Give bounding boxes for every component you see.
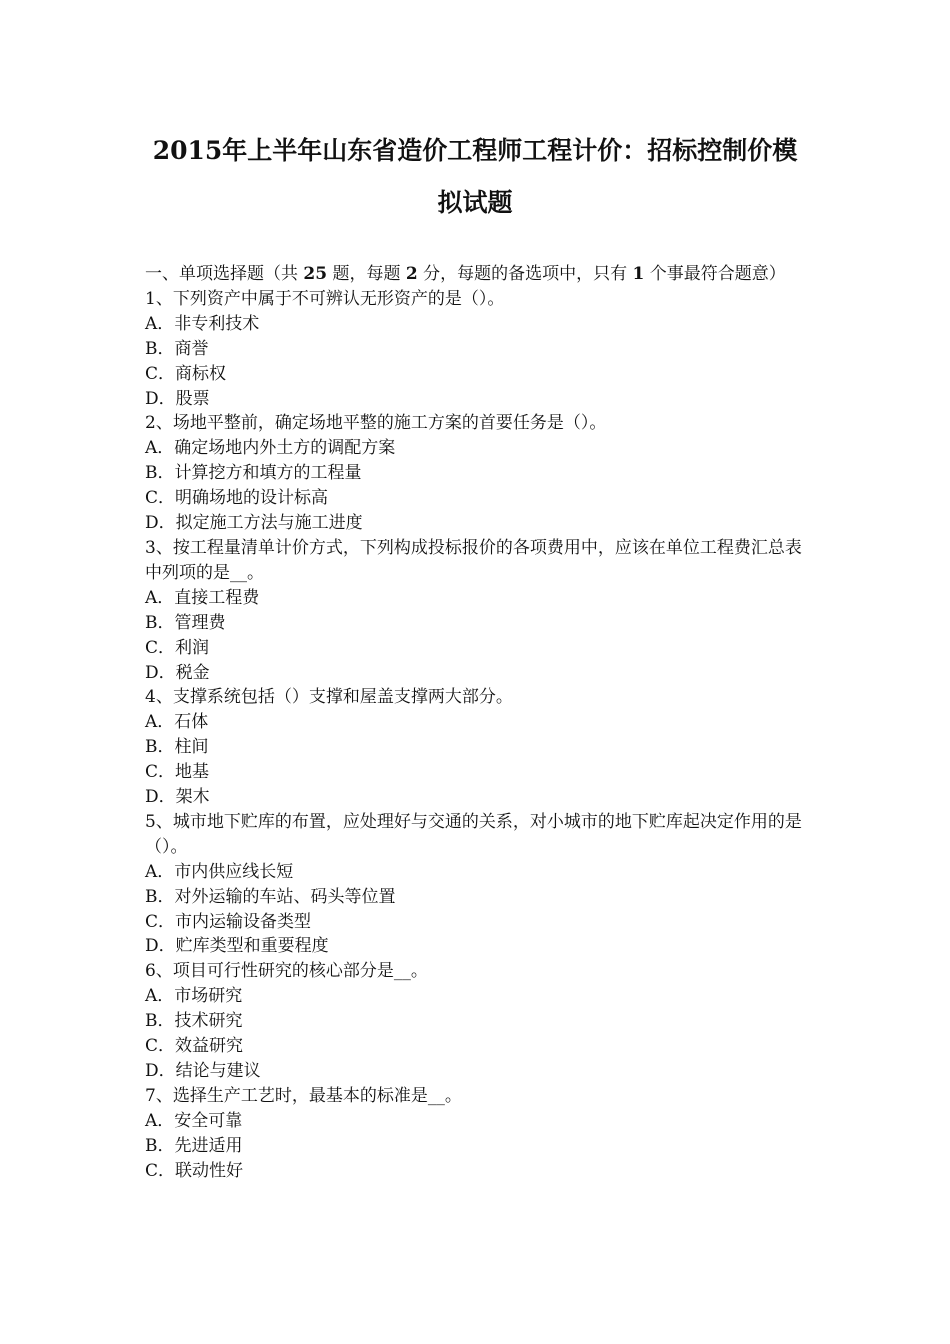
question-5	[145, 810, 811, 959]
option-a: A．直接工程费	[145, 587, 260, 608]
option-a: A．安全可靠	[145, 1110, 243, 1131]
option-d: D．股票	[145, 388, 210, 409]
option-c: C．地基	[145, 762, 210, 783]
option-d: D．贮库类型和重要程度	[145, 936, 329, 957]
question-3	[145, 536, 811, 685]
option-c: C．市内运输设备类型	[145, 911, 312, 932]
option-c: C．商标权	[145, 363, 227, 384]
option-b: B．技术研究	[145, 1011, 243, 1032]
question-stem: 2、场地平整前，确定场地平整的施工方案的首要任务是（）。	[145, 413, 607, 434]
option-b: B．对外运输的车站、码头等位置	[145, 886, 396, 907]
document-body	[145, 262, 811, 1184]
question-4	[145, 685, 811, 810]
option-d: D．架木	[145, 787, 210, 808]
title-line-1: 2015年上半年山东省造价工程师工程计价：招标控制价模	[152, 136, 798, 165]
option-b: B．计算挖方和填方的工程量	[145, 463, 362, 484]
option-d: D．拟定施工方法与施工进度	[145, 513, 363, 534]
option-d: D．税金	[145, 662, 210, 683]
question-stem: 7、选择生产工艺时，最基本的标准是__。	[145, 1085, 462, 1106]
option-a: A．市场研究	[145, 986, 243, 1007]
option-a: A．市内供应线长短	[145, 861, 294, 882]
option-c: C．明确场地的设计标高	[145, 488, 329, 509]
question-stem: 3、按工程量清单计价方式，下列构成投标报价的各项费用中，应该在单位工程费汇总表中列项的是__。	[145, 537, 802, 583]
section-heading: 一、单项选择题（共 25 题，每题 2 分，每题的备选项中，只有 1 个事最符合题意）	[145, 264, 786, 284]
title-line-2: 拟试题	[437, 188, 513, 217]
option-b: B．柱间	[145, 737, 209, 758]
option-c: C．利润	[145, 637, 210, 658]
option-b: B．管理费	[145, 612, 226, 633]
option-c: C．联动性好	[145, 1160, 244, 1181]
option-a: A．石体	[145, 712, 209, 733]
question-stem: 5、城市地下贮库的布置，应处理好与交通的关系，对小城市的地下贮库起决定作用的是（）。	[145, 811, 802, 857]
option-d: D．结论与建议	[145, 1061, 261, 1081]
question-stem: 1、下列资产中属于不可辨认无形资产的是（）。	[145, 288, 505, 309]
option-a: A．非专利技术	[145, 313, 260, 334]
question-1	[145, 287, 811, 412]
question-6	[145, 959, 811, 1084]
option-a: A．确定场地内外土方的调配方案	[145, 438, 396, 459]
option-b: B．商誉	[145, 338, 209, 359]
question-7	[145, 1084, 811, 1184]
question-2	[145, 411, 811, 536]
option-c: C．效益研究	[145, 1036, 244, 1057]
question-stem: 4、支撑系统包括（）支撑和屋盖支撑两大部分。	[145, 687, 513, 708]
question-stem: 6、项目可行性研究的核心部分是__。	[145, 961, 428, 982]
document-title	[120, 125, 830, 229]
option-b: B．先进适用	[145, 1135, 243, 1156]
